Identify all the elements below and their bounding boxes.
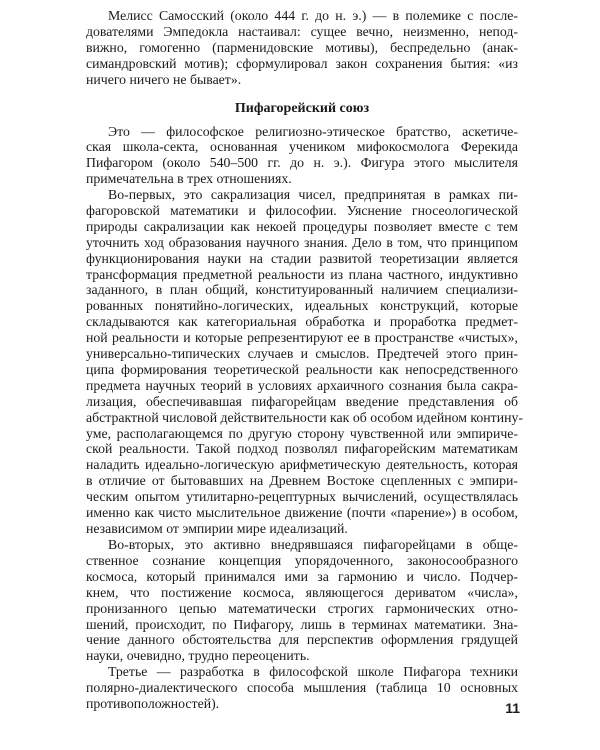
- text-line: дователями Эмпедокла настаивал: сущее вечно, неизменно, непод-: [86, 23, 518, 39]
- page-number: 11: [505, 700, 520, 716]
- text-line: Это — философское религиозно-этическое братство, аскетиче-: [108, 123, 518, 139]
- text-line: космоса, который принимался ими за гармонию и число. Подчер-: [86, 568, 518, 584]
- text-line: трансформация предметной реальности из плана частного, индуктивно: [86, 266, 518, 282]
- paragraph: [86, 187, 523, 537]
- text-line: предмета научных теорий в условиях архаичного сознания была сакра-: [86, 377, 518, 393]
- text-line: заданного, в план общий, конституированный наличием специализи-: [86, 282, 518, 298]
- text-line: шений, происходит, по Пифагору, лишь в терминах математики. Зна-: [86, 616, 518, 632]
- text-line: наладить идеально-логическую арифметическую деятельность, которая: [86, 457, 518, 473]
- text-line: ципа формирования теоретической реальности как непосредственного: [86, 361, 518, 377]
- paragraph: [86, 124, 518, 188]
- text-line: противоположностей).: [86, 696, 220, 712]
- text-line: пронизанного цепью математически строгих гармонических отно-: [86, 600, 518, 616]
- text-line: Третье — разработка в философской школе Пифагора техники: [108, 664, 518, 680]
- text-line: фагоровской математики и философии. Уяснение гносеологической: [86, 203, 518, 219]
- text-line: ской реальности. Такой подход позволял пифагорейским математикам: [86, 441, 518, 457]
- text-line: в отличие от бытовавших на Древнем Востоке сцепленных с эмпири-: [86, 473, 518, 489]
- text-line: уме, располагающемся по другую сторону чувственной или эмпириче-: [86, 425, 518, 441]
- text-line: складываются как категориальная обработка и проработка предмет-: [86, 314, 518, 330]
- text-line: науки, очевидно, трудно переоценить.: [86, 648, 310, 664]
- intro-paragraph: [86, 8, 518, 87]
- text-line: ной реальности и которые репрезентируют ее в пространстве «чистых»,: [86, 330, 518, 346]
- text-line: вижно, гомогенно (парменидовские мотивы), беспредельно (анак-: [86, 39, 518, 55]
- text-line: Во-вторых, это активно внедрявшаяся пифагорейцами в обще-: [108, 537, 518, 553]
- text-line: чение данного обстоятельства для перспектив оформления грядущей: [86, 632, 518, 648]
- text-line: ческим опытом утилитарно-рецептурных вычислений, осуществлялась: [86, 489, 518, 505]
- text-line: примечательна в трех отношениях.: [86, 171, 292, 187]
- text-line: полярно-диалектического способа мышления (таблица 10 основных: [86, 680, 518, 696]
- text-line: ничего ничего не бывает».: [86, 71, 242, 87]
- paragraph: [86, 537, 518, 664]
- text-line: симандровский мотив); сформулировал закон сохранения бытия: «из: [86, 55, 518, 71]
- text-line: кнем, что постижение космоса, являющегося дериватом «числа»,: [86, 584, 518, 600]
- text-line: Во-первых, это сакрализация чисел, предпринятая в рамках пи-: [108, 187, 518, 203]
- text-line: именно как чисто мыслительное движение (почти «парение») в особом,: [86, 504, 518, 520]
- text-line: функционирования науки на стадии развитой теоретизации является: [86, 250, 518, 266]
- text-line: ская школа-секта, основанная учеником мифокосмолога Ферекида: [86, 139, 518, 155]
- text-line: абстрактной числовой действительности как об особом идейном контину-: [86, 409, 523, 425]
- text-line: Пифагором (около 540–500 гг. до н. э.). Фигура этого мыслителя: [86, 155, 518, 171]
- text-line: рованных понятийно-логических, идеальных конструкций, которые: [86, 298, 518, 314]
- section-heading: Пифагорейский союз: [234, 100, 370, 116]
- text-line: Мелисс Самосский (около 444 г. до н. э.) — в полемике с после-: [108, 8, 518, 23]
- text-line: природы сакрализации как некоей процедуры позволяет вместе с тем: [86, 218, 518, 234]
- text-line: независимом от эмпирии мире идеализаций.: [86, 520, 348, 536]
- text-line: ственное сознание концепция упорядоченного, законосообразного: [86, 552, 518, 568]
- paragraph: [86, 664, 518, 712]
- text-line: универсально-типических случаев и смыслов. Предтечей этого прин-: [86, 346, 518, 362]
- text-line: лизация, обеспечивавшая пифагорейцам введение представления об: [86, 393, 518, 409]
- text-line: уточнить ход образования научного знания. Дело в том, что принципом: [86, 234, 518, 250]
